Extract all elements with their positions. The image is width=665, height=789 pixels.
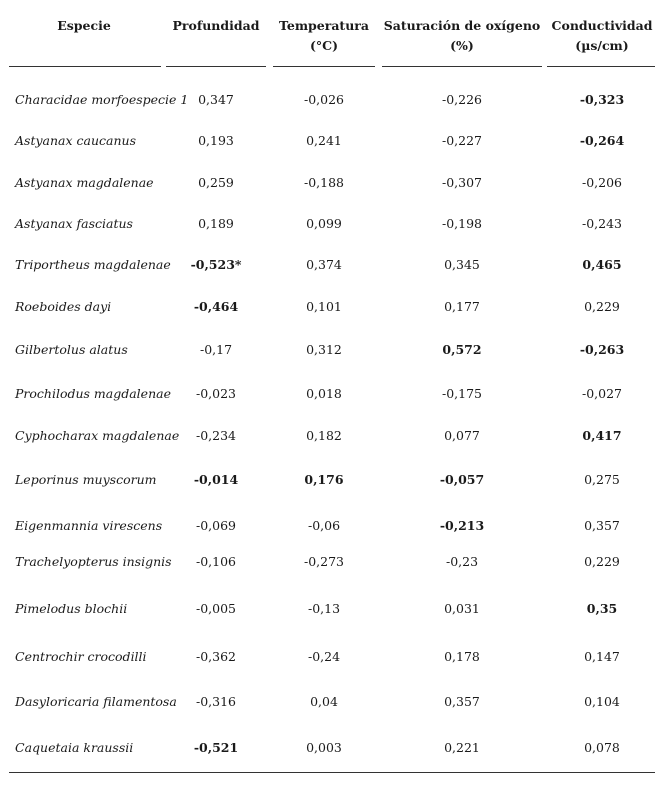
saturacion-value: 0,345: [444, 257, 480, 272]
header-especie: [9, 16, 159, 36]
header-temperatura: [275, 16, 373, 56]
conductividad-value: -0,264: [579, 133, 625, 148]
profundidad-value: -0,069: [195, 518, 236, 533]
header-rule: [382, 66, 542, 67]
temperatura-value: 0,101: [306, 299, 342, 314]
temperatura-value: 0,018: [306, 386, 342, 401]
header-temperatura-label: Temperatura: [279, 18, 369, 33]
table-row: [9, 90, 655, 110]
temperatura-value: -0,24: [307, 649, 341, 664]
header-especie-label: Especie: [57, 18, 111, 33]
saturacion-value: 0,031: [444, 601, 480, 616]
profundidad-value: -0,023: [195, 386, 236, 401]
profundidad-value: 0,189: [198, 216, 234, 231]
species-name: Triportheus magdalenae: [15, 257, 171, 272]
temperatura-value: -0,13: [307, 601, 341, 616]
table-row: [9, 426, 655, 446]
table-row: [9, 173, 655, 193]
profundidad-value: -0,005: [195, 601, 236, 616]
table-row: [9, 647, 655, 667]
species-name: Leporinus muyscorum: [15, 472, 157, 487]
correlation-table: [9, 12, 655, 755]
table-row: [9, 131, 655, 151]
temperatura-value: 0,312: [306, 342, 342, 357]
header-rule: [273, 66, 375, 67]
saturacion-value: -0,227: [441, 133, 482, 148]
temperatura-value: -0,06: [307, 518, 341, 533]
header-rule: [166, 66, 266, 67]
saturacion-value: -0,057: [439, 472, 485, 487]
conductividad-value: 0,417: [582, 428, 622, 443]
temperatura-value: 0,099: [306, 216, 342, 231]
conductividad-value: -0,206: [581, 175, 622, 190]
table-row: [9, 692, 655, 712]
species-name: Caquetaia kraussii: [15, 740, 134, 755]
temperatura-value: 0,374: [306, 257, 342, 272]
header-conductividad: [547, 16, 657, 56]
header-rule: [547, 66, 655, 67]
temperatura-value: -0,273: [303, 554, 344, 569]
saturacion-value: 0,177: [444, 299, 480, 314]
table-header: [9, 12, 655, 68]
profundidad-value: -0,523*: [190, 257, 242, 272]
conductividad-value: 0,147: [584, 649, 620, 664]
conductividad-value: -0,263: [579, 342, 625, 357]
table-row: [9, 738, 655, 758]
profundidad-value: -0,316: [195, 694, 236, 709]
species-name: Astyanax caucanus: [15, 133, 136, 148]
temperatura-value: -0,026: [303, 92, 344, 107]
species-name: Cyphocharax magdalenae: [15, 428, 180, 443]
header-profundidad-label: Profundidad: [172, 18, 260, 33]
saturacion-value: -0,213: [439, 518, 485, 533]
table-row: [9, 255, 655, 275]
table-row: [9, 470, 655, 490]
table-row: [9, 214, 655, 234]
profundidad-value: -0,362: [195, 649, 236, 664]
temperatura-value: -0,188: [303, 175, 344, 190]
saturacion-value: -0,226: [441, 92, 482, 107]
species-name: Astyanax fasciatus: [15, 216, 133, 231]
saturacion-value: 0,357: [444, 694, 480, 709]
species-name: Trachelyopterus insignis: [15, 554, 172, 569]
header-rule: [9, 66, 161, 67]
conductividad-value: 0,229: [584, 299, 620, 314]
species-name: Characidae morfoespecie 1: [15, 92, 189, 107]
species-name: Prochilodus magdalenae: [15, 386, 171, 401]
profundidad-value: -0,17: [199, 342, 233, 357]
species-name: Centrochir crocodilli: [15, 649, 147, 664]
profundidad-value: 0,347: [198, 92, 234, 107]
table-row: [9, 384, 655, 404]
species-name: Astyanax magdalenae: [15, 175, 154, 190]
bottom-rule: [9, 772, 655, 773]
temperatura-value: 0,241: [306, 133, 342, 148]
table-row: [9, 516, 655, 536]
saturacion-value: -0,198: [441, 216, 482, 231]
conductividad-value: -0,323: [579, 92, 625, 107]
saturacion-value: -0,175: [441, 386, 482, 401]
profundidad-value: -0,464: [193, 299, 239, 314]
temperatura-value: 0,176: [304, 472, 344, 487]
header-conductividad-unit: (µs/cm): [575, 38, 629, 53]
table-row: [9, 552, 655, 572]
conductividad-value: 0,357: [584, 518, 620, 533]
profundidad-value: -0,106: [195, 554, 236, 569]
saturacion-value: 0,077: [444, 428, 480, 443]
temperatura-value: 0,182: [306, 428, 342, 443]
conductividad-value: 0,229: [584, 554, 620, 569]
header-conductividad-label: Conductividad: [551, 18, 653, 33]
species-name: Roeboides dayi: [15, 299, 112, 314]
conductividad-value: 0,275: [584, 472, 620, 487]
saturacion-value: -0,307: [441, 175, 482, 190]
conductividad-value: 0,078: [584, 740, 620, 755]
header-temperatura-unit: (°C): [309, 38, 339, 53]
profundidad-value: 0,193: [198, 133, 234, 148]
saturacion-value: 0,572: [442, 342, 482, 357]
header-saturacion: [381, 16, 543, 56]
profundidad-value: 0,259: [198, 175, 234, 190]
species-name: Gilbertolus alatus: [15, 342, 128, 357]
table-row: [9, 599, 655, 619]
saturacion-value: -0,23: [445, 554, 479, 569]
header-saturacion-label: Saturación de oxígeno: [383, 18, 541, 33]
temperatura-value: 0,04: [310, 694, 338, 709]
conductividad-value: -0,243: [581, 216, 622, 231]
profundidad-value: -0,234: [195, 428, 236, 443]
profundidad-value: -0,014: [193, 472, 239, 487]
profundidad-value: -0,521: [193, 740, 239, 755]
species-name: Eigenmannia virescens: [15, 518, 163, 533]
saturacion-value: 0,178: [444, 649, 480, 664]
header-saturacion-unit: (%): [450, 38, 474, 53]
conductividad-value: 0,104: [584, 694, 620, 709]
temperatura-value: 0,003: [306, 740, 342, 755]
conductividad-value: 0,35: [586, 601, 618, 616]
table-row: [9, 297, 655, 317]
saturacion-value: 0,221: [444, 740, 480, 755]
conductividad-value: 0,465: [582, 257, 622, 272]
species-name: Pimelodus blochii: [15, 601, 128, 616]
table-row: [9, 340, 655, 360]
species-name: Dasyloricaria filamentosa: [15, 694, 177, 709]
header-profundidad: [166, 16, 266, 36]
conductividad-value: -0,027: [581, 386, 622, 401]
